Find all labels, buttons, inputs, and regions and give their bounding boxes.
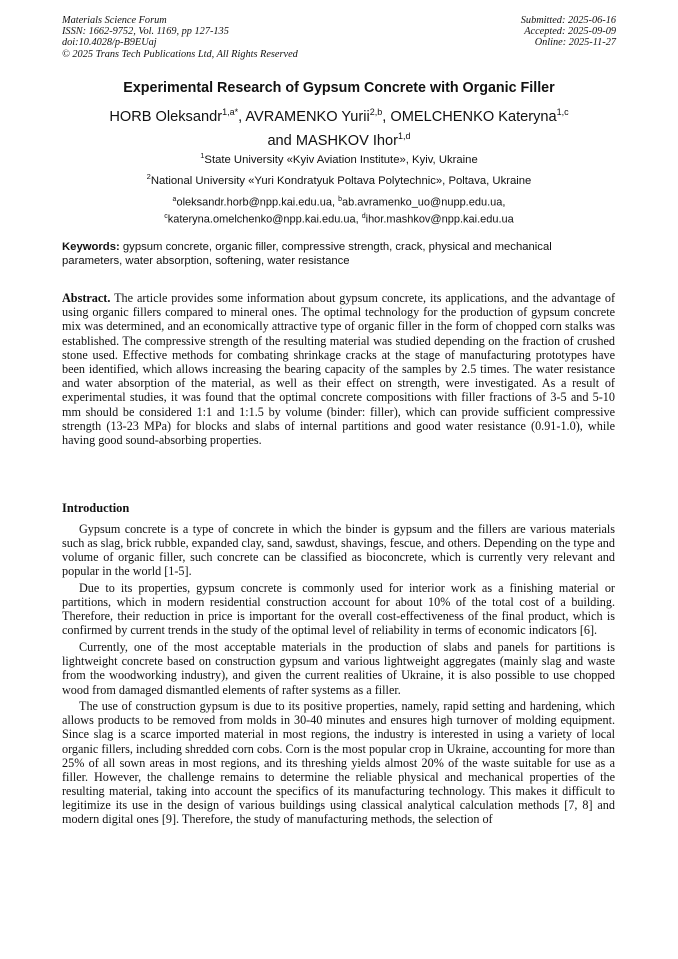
author-emails: $^a$oleksandr.horb@npp.kai.edu.ua, $^b$ab.avramenko_uo@nupp.edu.ua, $^c$kateryna.omelchenko@npp.kai.edu.ua, $^d$ihor.mashkov@npp.kai.edu.ua	[164, 196, 514, 226]
paragraph: The use of construction gypsum is due to its positive properties, namely, rapid setting and hardening, which allows products to be removed from molds in 30-40 minutes and ensures high turnover of molding equipment. Since slag is a scarce imported material in most regions, the industry is interested in using a variety of local organic fillers, including shredded corn cobs. Corn is the most popular crop in Ukraine, accounting for more than 25% of all sown areas in most regions, and its threshing yields almost 20% of the waste suitable for use as a filler. However, the challenge remains to determine the reliable physical and mechanical properties of the resulting material, taking into account the specifics of its manufacturing technology. This makes it difficult to legitimize its use in the design of various buildings using classical analytical calculation methods [7, 8] and modern digital ones [9]. Therefore, the study of manufacturing methods, the selection of	[62, 699, 615, 827]
copyright-line: © 2025 Trans Tech Publications Ltd, All Rights Reserved	[62, 48, 298, 60]
affiliation-1: $^1$State University «Kyiv Aviation Institute», Kyiv, Ukraine	[200, 151, 478, 166]
affiliation-2: $^2$National University «Yuri Kondratyuk Poltava Polytechnic», Poltava, Ukraine	[146, 172, 532, 187]
introduction-body	[62, 522, 615, 829]
keywords-text: gypsum concrete, organic filler, compressive strength, crack, physical and mechanical parameters, water absorption, softening, water resistance	[62, 241, 552, 267]
paragraph: Currently, one of the most acceptable materials in the production of slabs and panels for partitions is lightweight concrete based on construction gypsum and various lightweight aggregates (mainly slag and waste from the woodworking industry), and given the current realities of Ukraine, it is also possible to use chopped wood from damaged dismantled elements of rafter systems as a filler.	[62, 640, 615, 697]
abstract-label: Abstract.	[62, 291, 111, 305]
author-superscript: 1,c	[556, 107, 569, 117]
author-name: HORB Oleksandr	[109, 108, 223, 125]
doi-line: doi:10.4028/p-B9EUaj	[62, 37, 157, 49]
journal-header-left	[62, 15, 298, 60]
author-name: OMELCHENKO Kateryna	[390, 108, 557, 125]
email-link[interactable]: ab.avramenko_uo@nupp.edu.ua,	[341, 196, 506, 209]
abstract-block	[62, 291, 615, 447]
submitted-date: Submitted: 2025-06-16	[520, 15, 616, 26]
online-date: Online: 2025-11-27	[534, 37, 616, 49]
author-superscript: 1,a*	[222, 107, 239, 117]
author-superscript: 2,b	[369, 107, 383, 117]
issn-line: ISSN: 1662-9752, Vol. 1169, pp 127-135	[62, 26, 229, 38]
email-link[interactable]: kateryna.omelchenko@npp.kai.edu.ua,	[167, 213, 362, 226]
author-name: and MASHKOV Ihor	[267, 132, 399, 149]
author-superscript: 1,d	[398, 130, 411, 141]
author-name: AVRAMENKO Yurii	[245, 108, 370, 125]
journal-name: Materials Science Forum	[62, 15, 167, 26]
keywords-block	[62, 240, 614, 268]
paragraph: Due to its properties, gypsum concrete is commonly used for interior work as a finishing material or partitions, which in modern residential construction account for about 10% of the total cost of a building. Therefore, their reduction in price is important for the overall cost-effectiveness of the final product, which is confirmed by current trends in the study of the optimal level of reliability in terms of economic indicators [6].	[62, 581, 615, 638]
abstract-text: The article provides some information about gypsum concrete, its applications, and the advantage of using organic fillers compared to mineral ones. The optimal technology for the production of gypsum concrete mix was determined, and an economically attractive type of organic filler in the form of chopped corn stalks was established. The compressive strength of the resulting material was studied depending on the fraction of crushed stone used. Effective methods for combating shrinkage cracks at the stage of manufacturing prototypes have been identified, which allows increasing the bearing capacity of the samples by 2.5 times. The water resistance and water absorption of the material, as well as their effect on strength, were investigated. As a result of experimental studies, it was found that the optimal concrete compositions with filler fractions of 3-5 and 5-10 mm should be considered 1:1 and 1:1.5 by volume (binder: filler), which can provide sufficient compressive strength (13-23 MPa) for blocks and slabs of internal partitions and good water resistance (0.91-1.0), while having good sound-absorbing properties.	[62, 291, 615, 448]
paragraph: Gypsum concrete is a type of concrete in which the binder is gypsum and the fillers are various materials such as slag, brick rubble, expanded clay, sand, sawdust, shavings, fescue, and others. Depending on the type and volume of organic filler, such concrete can be classified as bioconcrete, which is currently very relevant and popular in the world [1-5].	[62, 522, 615, 579]
journal-header-right	[521, 15, 616, 49]
author-list: HORB Oleksandr$^{1,a*}$, AVRAMENKO Yurii$^{2,b}$, OMELCHENKO Kateryna$^{1,c}$ and MASHKOV Ihor$^{1,d}$	[109, 107, 569, 149]
paper-title: Experimental Research of Gypsum Concrete with Organic Filler	[123, 80, 555, 96]
keywords-label: Keywords:	[62, 241, 120, 253]
section-heading-introduction: Introduction	[62, 501, 130, 515]
email-link[interactable]: oleksandr.horb@npp.kai.edu.ua,	[176, 196, 339, 209]
accepted-date: Accepted: 2025-09-09	[524, 26, 616, 38]
email-link[interactable]: ihor.mashkov@npp.kai.edu.ua	[365, 213, 514, 226]
